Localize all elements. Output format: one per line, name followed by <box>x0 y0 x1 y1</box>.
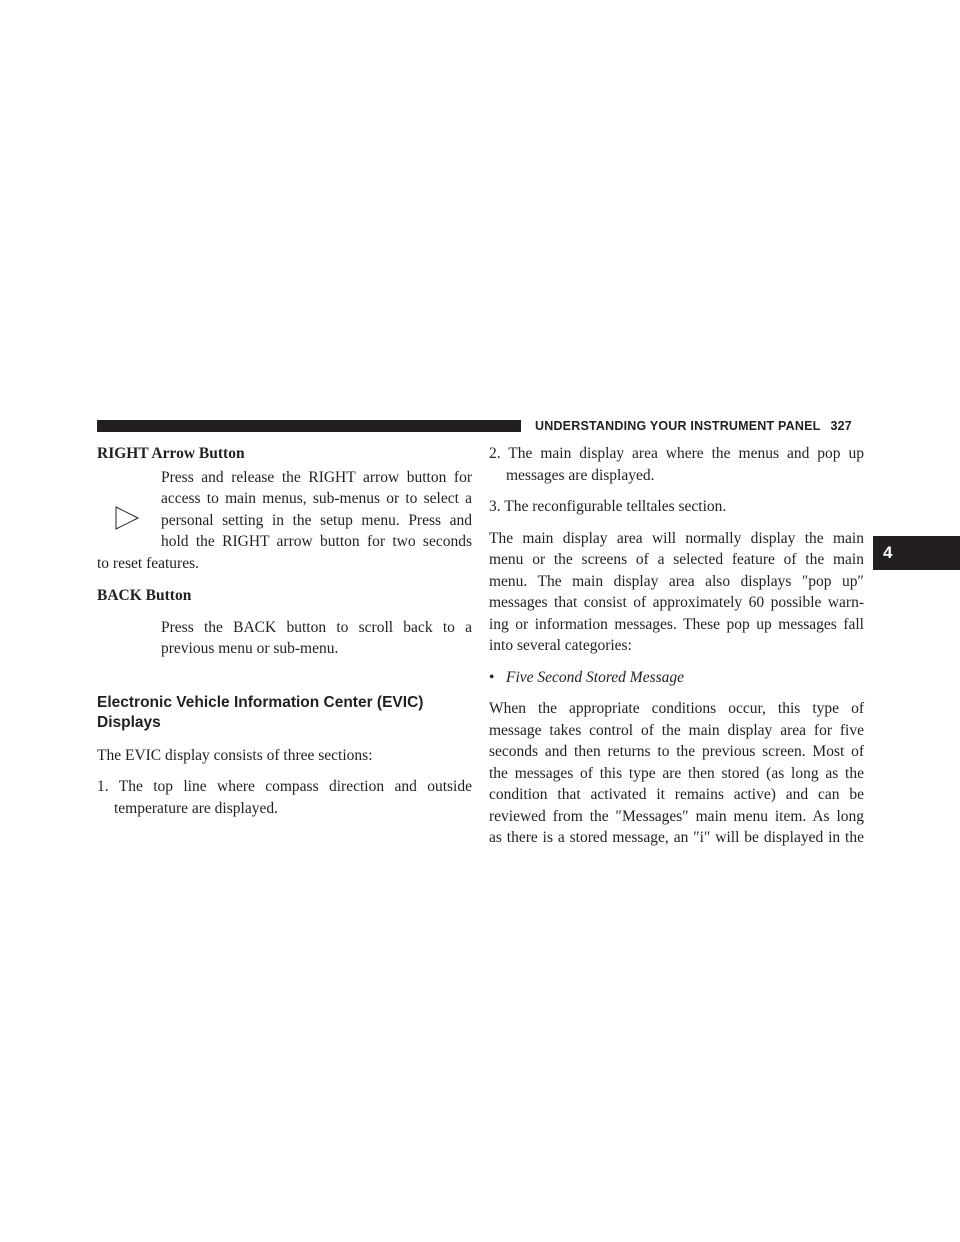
paragraph-line: the messages of this type are then stored (as long as the <box>489 764 864 782</box>
paragraph-line: message takes control of the main display area for five <box>489 721 864 739</box>
right-arrow-line: access to main menus, sub-menus or to select a <box>161 490 472 507</box>
list-item-line: messages are displayed. <box>506 466 655 484</box>
paragraph-stored-message <box>489 698 864 849</box>
paragraph-line: into several categories: <box>489 637 632 654</box>
back-description <box>97 617 472 660</box>
right-arrow-triangle-icon <box>114 505 140 531</box>
evic-intro: The EVIC display consists of three sections: <box>97 746 373 764</box>
right-arrow-line: to reset features. <box>97 554 199 572</box>
page-number: 327 <box>830 419 852 433</box>
paragraph-line: reviewed from the ″Messages″ main menu item. As long <box>489 807 864 825</box>
back-line: previous menu or sub-menu. <box>161 640 339 657</box>
bullet-symbol: • <box>489 668 495 686</box>
paragraph-line: messages that consist of approximately 60 possible warn- <box>489 594 864 611</box>
paragraph-line: as there is a stored message, an ″i″ will be displayed in the <box>489 829 864 846</box>
list-item: 3. The reconfigurable telltales section. <box>489 498 727 515</box>
evic-heading <box>97 693 472 733</box>
paragraph-line: The main display area will normally display the main <box>489 529 864 547</box>
right-arrow-line: personal setting in the setup menu. Press and <box>161 511 472 529</box>
bullet-text: Five Second Stored Message <box>506 668 685 686</box>
list-item-line: 2. The main display area where the menus and pop up <box>489 445 864 462</box>
paragraph-line: ing or information messages. These pop up messages fall <box>489 615 864 633</box>
paragraph-line: condition that activated it remains active) and can be <box>489 786 864 803</box>
paragraph-line: When the appropriate conditions occur, this type of <box>489 700 864 717</box>
right-column <box>489 443 864 849</box>
bullet-item <box>489 667 864 689</box>
evic-heading-line: Electronic Vehicle Information Center (EVIC) <box>97 693 424 711</box>
back-heading: BACK Button <box>97 587 192 604</box>
right-arrow-block <box>97 467 472 575</box>
header-title: UNDERSTANDING YOUR INSTRUMENT PANEL <box>535 419 821 433</box>
paragraph-line: seconds and then returns to the previous screen. Most of <box>489 743 864 760</box>
header-rule <box>97 420 521 432</box>
chapter-tab: 4 <box>873 536 960 570</box>
paragraph-line: menu or the screens of a selected feature of the main <box>489 551 864 568</box>
list-item-line: 1. The top line where compass direction and outside <box>97 778 472 795</box>
paragraph-main-display <box>489 528 864 657</box>
running-header <box>535 419 852 433</box>
evic-heading-line: Displays <box>97 713 161 731</box>
left-column <box>97 443 472 819</box>
right-arrow-heading: RIGHT Arrow Button <box>97 445 245 462</box>
right-arrow-line: hold the RIGHT arrow button for two seconds <box>161 533 472 550</box>
right-arrow-line: Press and release the RIGHT arrow button for <box>161 468 472 486</box>
back-line: Press the BACK button to scroll back to a <box>161 618 472 636</box>
list-item-line: temperature are displayed. <box>114 799 278 817</box>
paragraph-line: menu. The main display area also displays ″pop up″ <box>489 572 864 590</box>
list-item <box>489 443 864 486</box>
list-item <box>97 776 472 819</box>
